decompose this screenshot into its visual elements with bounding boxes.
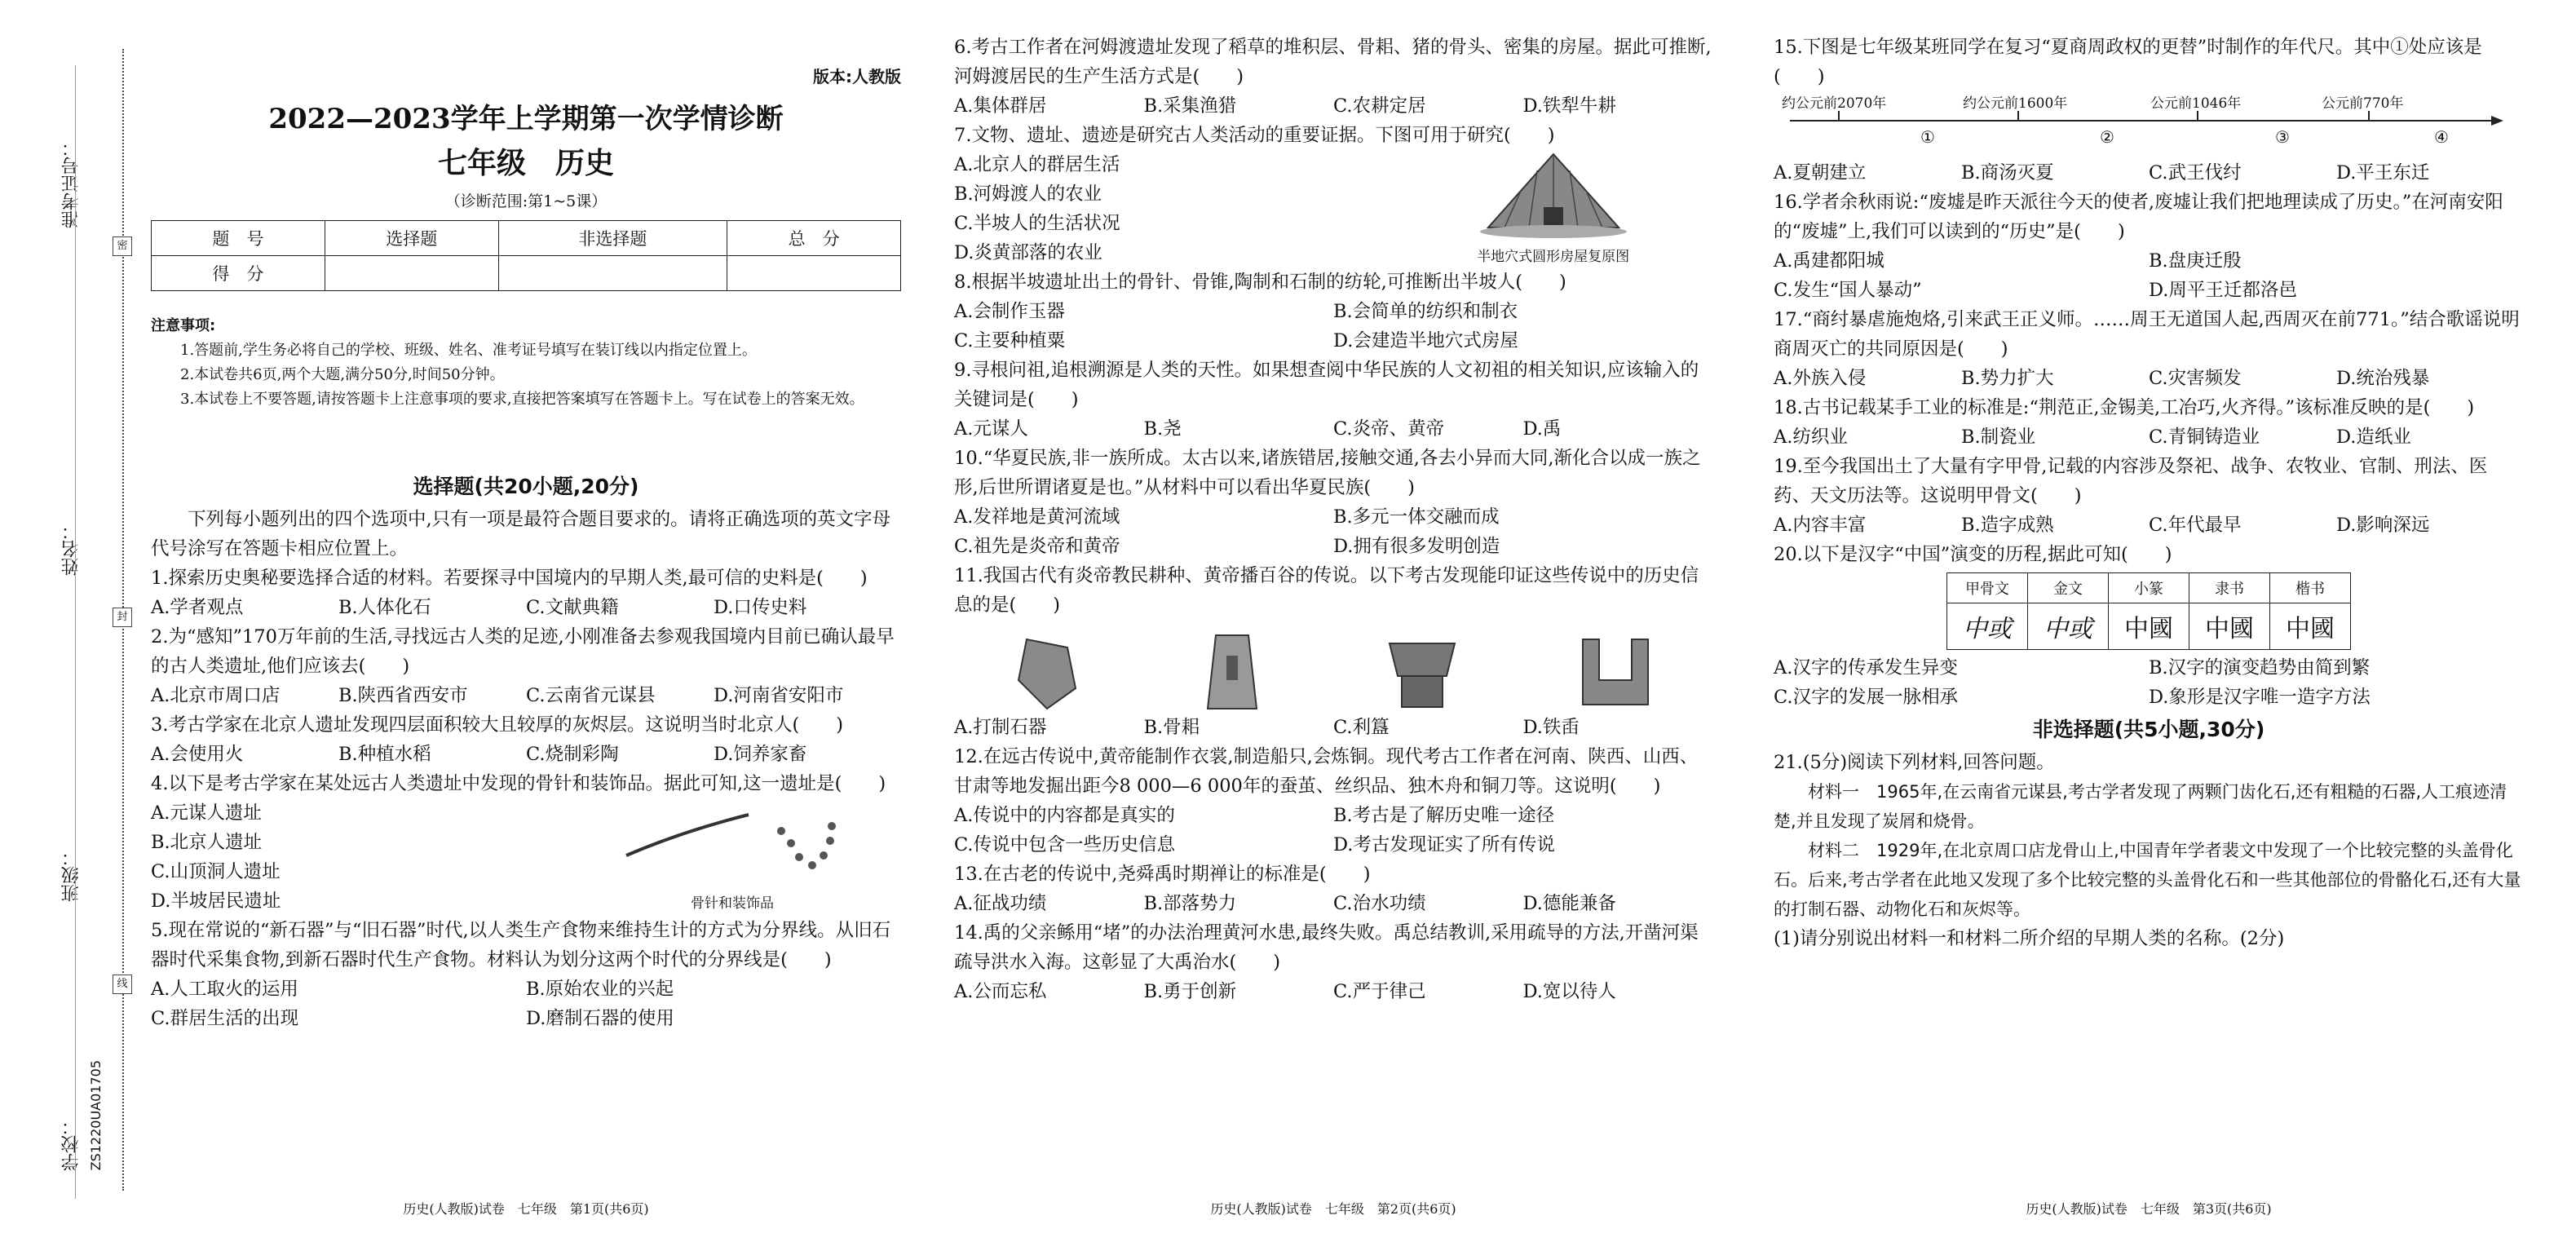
option[interactable]: D.象形是汉字唯一造字方法 bbox=[2149, 687, 2371, 708]
question-stem: 15.下图是七年级某班同学在复习“夏商周政权的更替”时制作的年代尺。其中①处应该是( ) bbox=[1774, 37, 2482, 87]
question-options bbox=[151, 681, 901, 710]
question-options bbox=[954, 502, 1712, 561]
timeline-label: 约公元前1600年 bbox=[1963, 95, 2068, 112]
option[interactable]: D.炎黄部落的农业 bbox=[954, 242, 1102, 263]
option[interactable]: A.打制石器 bbox=[954, 717, 1047, 738]
material-1: 材料一 1965年,在云南省元谋县,考古学者发现了两颗门齿化石,还有粗糙的石器,人工痕迹清楚,并且发现了炭屑和烧骨。 bbox=[1774, 782, 2508, 831]
li-gui-vessel-image bbox=[1381, 631, 1463, 713]
page-2 bbox=[954, 0, 1712, 1242]
seal-mark: 封 bbox=[113, 608, 132, 627]
timeline-mark: ④ bbox=[2434, 127, 2449, 147]
option[interactable]: A.学者观点 bbox=[151, 597, 244, 618]
option[interactable]: B.造字成熟 bbox=[1961, 515, 2054, 536]
question-stem: 5.现在常说的“新石器”与“旧石器”时代,以人类生产食物来维持生计的方式为分界线。从旧石器时代采集食物,到新石器时代生产食物。材料认为划分这两个时代的分界线是( ) bbox=[151, 920, 891, 970]
page-footer: 历史(人教版)试卷 七年级 第1页(共6页) bbox=[403, 1201, 649, 1217]
question-options bbox=[151, 798, 563, 916]
timeline-label: 公元前1046年 bbox=[2150, 95, 2242, 112]
score-row-label: 得 分 bbox=[152, 256, 325, 291]
figure-caption: 骨针和装饰品 bbox=[691, 895, 774, 912]
question-options bbox=[954, 150, 1394, 267]
option[interactable]: B.北京人遗址 bbox=[151, 832, 263, 853]
script-glyph: 中國 bbox=[2189, 603, 2270, 650]
question-stem: 17.“商纣暴虐施炮烙,引来武王正义师。……周王无道国人起,西周灭在前771。”结合歌谣说明商周灭亡的共同原因是( ) bbox=[1774, 309, 2520, 360]
option[interactable]: B.尧 bbox=[1143, 418, 1182, 440]
option[interactable]: C.汉字的发展一脉相承 bbox=[1774, 687, 1959, 708]
question-options bbox=[954, 713, 1712, 742]
score-header: 题 号 bbox=[152, 221, 325, 256]
seal-mark: 线 bbox=[113, 975, 132, 994]
script-header: 小篆 bbox=[2109, 573, 2189, 603]
option[interactable]: C.文献典籍 bbox=[526, 597, 619, 618]
option[interactable]: D.造纸业 bbox=[2336, 427, 2411, 448]
option[interactable]: C.主要种植粟 bbox=[954, 330, 1066, 351]
question-options bbox=[954, 297, 1712, 356]
question-stem: 11.我国古代有炎帝教民耕种、黄帝播百谷的传说。以下考古发现能印证这些传说中的历史信息的是( ) bbox=[954, 565, 1699, 616]
option[interactable]: C.祖先是炎帝和黄帝 bbox=[954, 536, 1120, 557]
option[interactable]: D.会建造半地穴式房屋 bbox=[1333, 330, 1518, 351]
option[interactable]: B.种植水稻 bbox=[338, 744, 431, 765]
option[interactable]: C.利簋 bbox=[1333, 717, 1390, 738]
option[interactable]: C.武王伐纣 bbox=[2149, 162, 2242, 183]
option[interactable]: A.夏朝建立 bbox=[1774, 162, 1867, 183]
option[interactable]: B.部落势力 bbox=[1143, 893, 1237, 914]
question-stem: 12.在远古传说中,黄帝能制作衣裳,制造船只,会炼铜。现代考古工作者在河南、陕西、山西、甘肃等地发掘出距今8 000—6 000年的蚕茧、丝织品、独木舟和铜刀等。这说明( ) bbox=[954, 746, 1699, 797]
option[interactable]: D.磨制石器的使用 bbox=[526, 1008, 674, 1029]
exam-scope: （诊断范围:第1~5课） bbox=[444, 192, 608, 210]
option[interactable]: A.汉字的传承发生异变 bbox=[1774, 657, 1958, 678]
school-label: 学校： bbox=[61, 1117, 82, 1171]
option[interactable]: D.平王东迁 bbox=[2336, 162, 2430, 183]
option[interactable]: B.多元一体交融而成 bbox=[1333, 506, 1500, 528]
option[interactable]: D.宽以待人 bbox=[1522, 981, 1616, 1002]
question-stem: 8.根据半坡遗址出土的骨针、骨锥,陶制和石制的纺轮,可推断出半坡人( ) bbox=[954, 272, 1566, 293]
option[interactable]: A.纺织业 bbox=[1774, 427, 1848, 448]
option[interactable]: D.铁臿 bbox=[1522, 717, 1580, 738]
question-stem: 3.考古学家在北京人遗址发现四层面积较大且较厚的灰烬层。这说明当时北京人( ) bbox=[151, 714, 844, 736]
option[interactable]: A.元谋人遗址 bbox=[151, 802, 262, 824]
option[interactable]: B.考古是了解历史唯一途径 bbox=[1333, 805, 1555, 826]
option[interactable]: A.集体群居 bbox=[954, 95, 1047, 117]
question-stem: 6.考古工作者在河姆渡遗址发现了稻草的堆积层、骨耜、猪的骨头、密集的房屋。据此可推断,河姆渡居民的生产生活方式是( ) bbox=[954, 37, 1712, 87]
option[interactable]: D.禹 bbox=[1522, 418, 1562, 440]
question-stem: 14.禹的父亲鲧用“堵”的办法治理黄河水患,最终失败。禹总结教训,采用疏导的方法,开凿河渠疏导洪水入海。这彰显了大禹治水( ) bbox=[954, 922, 1699, 973]
option[interactable]: A.禹建都阳城 bbox=[1774, 250, 1885, 272]
script-header: 甲骨文 bbox=[1947, 573, 2028, 603]
question-options bbox=[1774, 422, 2524, 452]
script-glyph: 中或 bbox=[2028, 603, 2109, 650]
option[interactable]: D.德能兼备 bbox=[1522, 893, 1616, 914]
fill-line bbox=[75, 65, 77, 1199]
script-evolution-table bbox=[1946, 572, 2351, 650]
option[interactable]: C.农耕定居 bbox=[1333, 95, 1426, 117]
figure-caption: 半地穴式圆形房屋复原图 bbox=[1477, 249, 1630, 265]
option[interactable]: A.北京人的群居生活 bbox=[954, 154, 1120, 175]
option[interactable]: D.考古发现证实了所有传说 bbox=[1333, 834, 1555, 855]
option[interactable]: C.年代最早 bbox=[2149, 515, 2242, 536]
option[interactable]: D.河南省安阳市 bbox=[714, 685, 844, 706]
option[interactable]: C.炎帝、黄帝 bbox=[1333, 418, 1445, 440]
question-options bbox=[1774, 364, 2524, 393]
option[interactable]: A.北京市周口店 bbox=[151, 685, 281, 706]
question-options bbox=[151, 593, 901, 622]
option[interactable]: A.元谋人 bbox=[954, 418, 1028, 440]
option[interactable]: B.陕西省西安市 bbox=[338, 685, 468, 706]
question-stem: (1)请分别说出材料一和材料二所介绍的早期人类的名称。(2分) bbox=[1774, 928, 2285, 949]
option[interactable]: B.会简单的纺织和制衣 bbox=[1333, 301, 1518, 322]
option[interactable]: C.半坡人的生活状况 bbox=[954, 213, 1120, 234]
page-3 bbox=[1774, 0, 2524, 1242]
option[interactable]: D.统治残暴 bbox=[2336, 368, 2430, 389]
exam-subtitle: 七年级 历史 bbox=[437, 146, 614, 180]
timeline-mark: ① bbox=[1920, 127, 1935, 147]
option[interactable]: A.会使用火 bbox=[151, 744, 244, 765]
question-options bbox=[954, 977, 1712, 1006]
script-glyph: 中或 bbox=[1947, 603, 2028, 650]
question-stem: 19.至今我国出土了大量有字甲骨,记载的内容涉及祭祀、战争、农牧业、官制、刑法、医药、天文历法等。这说明甲骨文( ) bbox=[1774, 456, 2488, 506]
bone-needle-figure bbox=[563, 798, 901, 916]
option[interactable]: A.内容丰富 bbox=[1774, 515, 1867, 536]
option[interactable]: B.骨耜 bbox=[1143, 717, 1200, 738]
question-options bbox=[1774, 246, 2524, 305]
bone-spade-image bbox=[1195, 631, 1269, 713]
exam-number-label: 准考证号： bbox=[61, 139, 82, 228]
option[interactable]: D.半坡居民遗址 bbox=[151, 891, 281, 912]
option[interactable]: D.铁犁牛耕 bbox=[1522, 95, 1616, 117]
notes bbox=[151, 314, 901, 412]
option[interactable]: B.勇于创新 bbox=[1143, 981, 1237, 1002]
note-item: 2.本试卷共6页,两个大题,满分50分,时间50分钟。 bbox=[180, 366, 505, 383]
question-options bbox=[1774, 511, 2524, 540]
page2-content bbox=[954, 33, 1712, 1006]
question-options bbox=[151, 740, 901, 769]
option[interactable]: B.汉字的演变趋势由简到繁 bbox=[2149, 657, 2371, 678]
question-options bbox=[954, 414, 1712, 444]
q7-body bbox=[954, 150, 1712, 267]
option[interactable]: C.灾害频发 bbox=[2149, 368, 2242, 389]
score-cell bbox=[325, 256, 498, 291]
iron-spade-image bbox=[1575, 631, 1656, 713]
question-stem: 21.(5分)阅读下列材料,回答问题。 bbox=[1774, 752, 2055, 773]
question-stem: 16.学者余秋雨说:“废墟是昨天派往今天的使者,废墟让我们把地理读成了历史。”在河南安阳的“废墟”上,我们可以读到的“历史”是( ) bbox=[1774, 192, 2503, 242]
note-item: 3.本试卷上不要答题,请按答题卡上注意事项的要求,直接把答案填写在答题卡上。写在试卷上的答案无效。 bbox=[180, 391, 864, 408]
question-options bbox=[954, 801, 1712, 860]
option[interactable]: C.山顶洞人遗址 bbox=[151, 861, 281, 882]
hut-image bbox=[1472, 150, 1635, 241]
option[interactable]: B.制瓷业 bbox=[1961, 427, 2036, 448]
script-glyph: 中國 bbox=[2109, 603, 2189, 650]
option[interactable]: D.饲养家畜 bbox=[714, 744, 807, 765]
score-cell bbox=[727, 256, 901, 291]
score-header: 总 分 bbox=[727, 221, 901, 256]
option[interactable]: D.拥有很多发明创造 bbox=[1333, 536, 1500, 557]
script-header: 隶书 bbox=[2189, 573, 2270, 603]
script-header: 金文 bbox=[2028, 573, 2109, 603]
question-stem: 2.为“感知”170万年前的生活,寻找远古人类的足迹,小刚准备去参观我国境内目前已确认最早的古人类遗址,他们应该去( ) bbox=[151, 626, 895, 677]
timeline-label: 公元前770年 bbox=[2322, 95, 2404, 112]
section-title: 非选择题(共5小题,30分) bbox=[2032, 718, 2265, 741]
option[interactable]: A.公而忘私 bbox=[954, 981, 1047, 1002]
option[interactable]: B.河姆渡人的农业 bbox=[954, 183, 1102, 205]
score-cell bbox=[498, 256, 727, 291]
option[interactable]: B.势力扩大 bbox=[1961, 368, 2054, 389]
edition-label: 版本:人教版 bbox=[813, 67, 901, 86]
option[interactable]: A.征战功绩 bbox=[954, 893, 1047, 914]
question-options bbox=[151, 975, 901, 1033]
question-stem: 4.以下是考古学家在某处远古人类遗址中发现的骨针和装饰品。据此可知,这一遗址是( ) bbox=[151, 773, 886, 794]
option[interactable]: A.会制作玉器 bbox=[954, 301, 1065, 322]
bone-needle-image bbox=[610, 798, 855, 888]
question-options bbox=[954, 889, 1712, 918]
q4-body bbox=[151, 798, 901, 916]
question-stem: 10.“华夏民族,非一族所成。太古以来,诸族错居,接触交通,各去小异而大同,渐化合以成一族之形,后世所谓诸夏是也。”从材料中可以看出华夏民族( ) bbox=[954, 448, 1701, 498]
hut-figure bbox=[1394, 150, 1712, 267]
binding-margin bbox=[0, 0, 130, 1242]
section-title: 选择题(共20小题,20分) bbox=[413, 475, 639, 498]
question-options bbox=[954, 91, 1712, 121]
section-1 bbox=[151, 469, 901, 1033]
question-stem: 9.寻根问祖,追根溯源是人类的天性。如果想查阅中华民族的人文初祖的相关知识,应该输入的关键词是( ) bbox=[954, 360, 1699, 410]
artifact-images bbox=[954, 623, 1712, 713]
option[interactable]: D.口传史料 bbox=[714, 597, 807, 618]
option[interactable]: A.传说中的内容都是真实的 bbox=[954, 805, 1175, 826]
script-header: 楷书 bbox=[2270, 573, 2351, 603]
notes-title: 注意事项: bbox=[151, 317, 216, 334]
score-header: 选择题 bbox=[325, 221, 498, 256]
page-1 bbox=[151, 0, 901, 1242]
script-glyph: 中國 bbox=[2270, 603, 2351, 650]
option[interactable]: D.周平王迁都洛邑 bbox=[2149, 280, 2297, 301]
seal-mark: 密 bbox=[113, 236, 132, 256]
option[interactable]: B.采集渔猎 bbox=[1143, 95, 1237, 117]
option[interactable]: C.云南省元谋县 bbox=[526, 685, 656, 706]
note-item: 1.答题前,学生务必将自己的学校、班级、姓名、准考证号填写在装订线以内指定位置上。 bbox=[180, 342, 757, 359]
timeline bbox=[1774, 91, 2524, 158]
option[interactable]: C.烧制彩陶 bbox=[526, 744, 619, 765]
question-stem: 20.以下是汉字“中国”演变的历程,据此可知( ) bbox=[1774, 544, 2172, 565]
option[interactable]: B.商汤灭夏 bbox=[1961, 162, 2054, 183]
timeline-mark: ③ bbox=[2275, 127, 2290, 147]
question-stem: 7.文物、遗址、遗迹是研究古人类活动的重要证据。下图可用于研究( ) bbox=[954, 125, 1555, 146]
page-footer: 历史(人教版)试卷 七年级 第3页(共6页) bbox=[2026, 1201, 2272, 1217]
question-options bbox=[1774, 158, 2524, 188]
option[interactable]: C.严于律己 bbox=[1333, 981, 1426, 1002]
section-intro: 下列每小题列出的四个选项中,只有一项是最符合题目要求的。请将正确选项的英文字母代号涂写在答题卡相应位置上。 bbox=[151, 509, 891, 559]
option[interactable]: B.盘庚迁殷 bbox=[2149, 250, 2242, 272]
option[interactable]: C.发生“国人暴动” bbox=[1774, 280, 1922, 301]
option[interactable]: A.发祥地是黄河流域 bbox=[954, 506, 1120, 528]
option[interactable]: C.群居生活的出现 bbox=[151, 1008, 299, 1029]
option[interactable]: B.原始农业的兴起 bbox=[526, 979, 674, 1000]
question-options bbox=[1774, 653, 2524, 712]
paper-code: ZS1220UA01705 bbox=[88, 1060, 104, 1171]
option[interactable]: D.影响深远 bbox=[2336, 515, 2430, 536]
option[interactable]: A.外族入侵 bbox=[1774, 368, 1867, 389]
exam-title: 2022—2023学年上学期第一次学情诊断 bbox=[268, 103, 784, 135]
score-table-wrap bbox=[151, 220, 901, 291]
question-stem: 13.在古老的传说中,尧舜禹时期禅让的标准是( ) bbox=[954, 864, 1371, 885]
question-stem: 18.古书记载某手工业的标准是:“荆范正,金锡美,工冶巧,火齐得。”该标准反映的是( ) bbox=[1774, 397, 2475, 418]
option[interactable]: C.传说中包含一些历史信息 bbox=[954, 834, 1176, 855]
option[interactable]: A.人工取火的运用 bbox=[151, 979, 298, 1000]
question-stem: 1.探索历史奥秘要选择合适的材料。若要探寻中国境内的早期人类,最可信的史料是( ) bbox=[151, 568, 868, 589]
page3-content bbox=[1774, 33, 2524, 953]
timeline-label: 约公元前2070年 bbox=[1782, 95, 1887, 112]
class-label: 班级： bbox=[61, 848, 82, 902]
material-2: 材料二 1929年,在北京周口店龙骨山上,中国青年学者裴文中发现了一个比较完整的头盖骨化石。后来,考古学者在此地又发现了多个比较完整的头盖骨化石和一些其他部位的骨骼化石,还有大量的打制石器、动物化石和灰烬等。 bbox=[1774, 841, 2521, 919]
timeline-mark: ② bbox=[2100, 127, 2114, 147]
option[interactable]: C.青铜铸造业 bbox=[2149, 427, 2260, 448]
page-footer: 历史(人教版)试卷 七年级 第2页(共6页) bbox=[1210, 1201, 1456, 1217]
option[interactable]: C.治水功绩 bbox=[1333, 893, 1426, 914]
name-label: 姓名： bbox=[61, 522, 82, 576]
score-header: 非选择题 bbox=[498, 221, 727, 256]
score-table bbox=[151, 220, 901, 291]
stone-tool-image bbox=[1010, 631, 1084, 713]
option[interactable]: B.人体化石 bbox=[338, 597, 431, 618]
